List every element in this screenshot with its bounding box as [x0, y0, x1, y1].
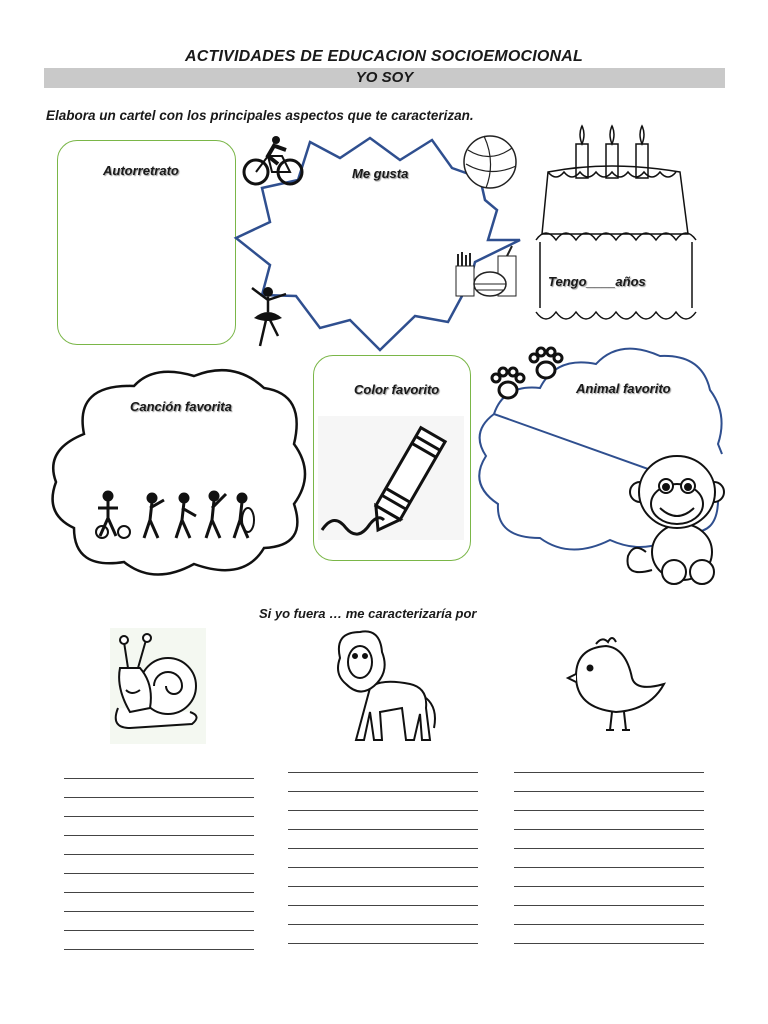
ballerina-icon — [244, 284, 294, 348]
snail-icon — [110, 628, 206, 744]
page-title: ACTIVIDADES DE EDUCACION SOCIOEMOCIONAL — [184, 48, 584, 65]
writing-line[interactable] — [288, 905, 478, 906]
cake-icon — [530, 122, 700, 334]
bird-icon — [566, 634, 670, 736]
music-band-icon — [90, 488, 260, 544]
writing-line[interactable] — [64, 835, 254, 836]
if-i-were-prompt: Si yo fuera … me caracterizaría por — [259, 606, 477, 621]
writing-line[interactable] — [64, 930, 254, 931]
writing-line[interactable] — [288, 848, 478, 849]
age-label: Tengo____años — [548, 274, 646, 289]
cyclist-icon — [242, 134, 306, 188]
instructions: Elabora un cartel con los principales aspectos que te caracterizan. — [46, 108, 474, 123]
animal-label: Animal favorito — [576, 381, 671, 396]
writing-line[interactable] — [288, 829, 478, 830]
writing-line[interactable] — [288, 924, 478, 925]
writing-line[interactable] — [514, 772, 704, 773]
writing-line[interactable] — [514, 943, 704, 944]
monkey-icon — [622, 452, 724, 588]
writing-line[interactable] — [514, 810, 704, 811]
self-portrait-label: Autorretrato — [103, 163, 179, 178]
song-cloud-shape[interactable] — [44, 364, 310, 584]
writing-line[interactable] — [514, 848, 704, 849]
paw-icon — [488, 346, 568, 406]
writing-line[interactable] — [514, 886, 704, 887]
writing-line[interactable] — [514, 829, 704, 830]
food-icon — [452, 246, 522, 304]
crayon-icon — [318, 416, 464, 540]
ball-icon — [462, 134, 518, 190]
likes-label: Me gusta — [352, 166, 409, 181]
song-label: Canción favorita — [130, 399, 232, 414]
page-subtitle-bar: YO SOY — [44, 68, 725, 88]
writing-line[interactable] — [64, 778, 254, 779]
writing-line[interactable] — [514, 867, 704, 868]
writing-line[interactable] — [514, 791, 704, 792]
writing-line[interactable] — [64, 949, 254, 950]
writing-line[interactable] — [288, 943, 478, 944]
writing-line[interactable] — [64, 797, 254, 798]
writing-line[interactable] — [64, 911, 254, 912]
writing-line[interactable] — [288, 810, 478, 811]
writing-line[interactable] — [288, 867, 478, 868]
writing-line[interactable] — [64, 816, 254, 817]
writing-line[interactable] — [288, 886, 478, 887]
writing-line[interactable] — [514, 905, 704, 906]
writing-line[interactable] — [64, 854, 254, 855]
writing-line[interactable] — [514, 924, 704, 925]
writing-line[interactable] — [64, 873, 254, 874]
writing-line[interactable] — [288, 772, 478, 773]
color-label: Color favorito — [354, 382, 440, 397]
writing-line[interactable] — [288, 791, 478, 792]
writing-line[interactable] — [64, 892, 254, 893]
lion-icon — [330, 628, 440, 750]
